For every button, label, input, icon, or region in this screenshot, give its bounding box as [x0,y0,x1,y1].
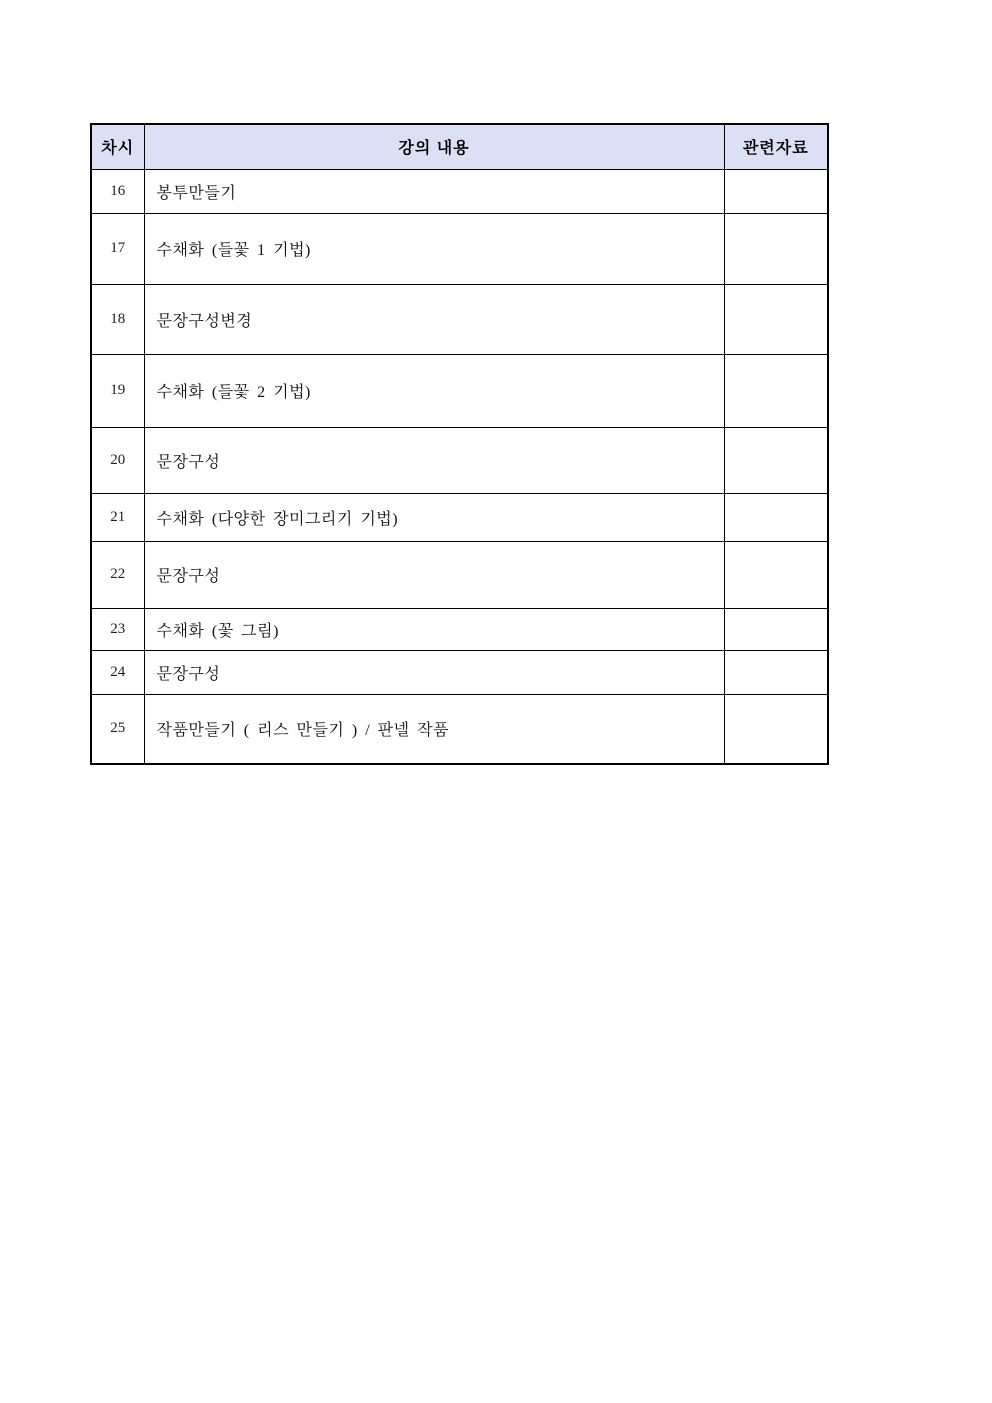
lecture-content-cell: 문장구성 [144,541,724,608]
lecture-content-cell: 작품만들기 ( 리스 만들기 ) / 판넬 작품 [144,694,724,764]
related-materials-cell [724,493,828,541]
session-no-cell: 25 [91,694,144,764]
related-materials-cell [724,354,828,427]
lecture-content-cell: 수채화 (들꽃 1 기법) [144,213,724,284]
table-row [91,213,828,284]
lecture-content-cell: 문장구성변경 [144,284,724,354]
header-cell-related-materials: 관련자료 [724,124,828,169]
lecture-content-cell: 수채화 (들꽃 2 기법) [144,354,724,427]
session-no-cell: 18 [91,284,144,354]
session-no-cell: 20 [91,427,144,493]
related-materials-cell [724,694,828,764]
table-row [91,354,828,427]
lecture-content-cell: 봉투만들기 [144,169,724,213]
lecture-content-cell: 문장구성 [144,427,724,493]
session-no-cell: 19 [91,354,144,427]
table-row [91,493,828,541]
session-no-cell: 17 [91,213,144,284]
related-materials-cell [724,427,828,493]
header-cell-lecture-content: 강의 내용 [144,124,724,169]
table-row [91,541,828,608]
table-row [91,427,828,493]
lecture-content-cell: 수채화 (꽃 그림) [144,608,724,650]
table-row [91,650,828,694]
related-materials-cell [724,608,828,650]
session-no-cell: 24 [91,650,144,694]
related-materials-cell [724,169,828,213]
lecture-content-cell: 문장구성 [144,650,724,694]
session-no-cell: 16 [91,169,144,213]
table-row [91,284,828,354]
related-materials-cell [724,284,828,354]
table-row [91,169,828,213]
lecture-content-cell: 수채화 (다양한 장미그리기 기법) [144,493,724,541]
header-row [91,124,828,169]
table-row [91,694,828,764]
session-no-cell: 23 [91,608,144,650]
header-cell-session-no: 차시 [91,124,144,169]
table-row [91,608,828,650]
session-no-cell: 22 [91,541,144,608]
related-materials-cell [724,541,828,608]
session-no-cell: 21 [91,493,144,541]
related-materials-cell [724,213,828,284]
session-table [90,123,829,765]
related-materials-cell [724,650,828,694]
